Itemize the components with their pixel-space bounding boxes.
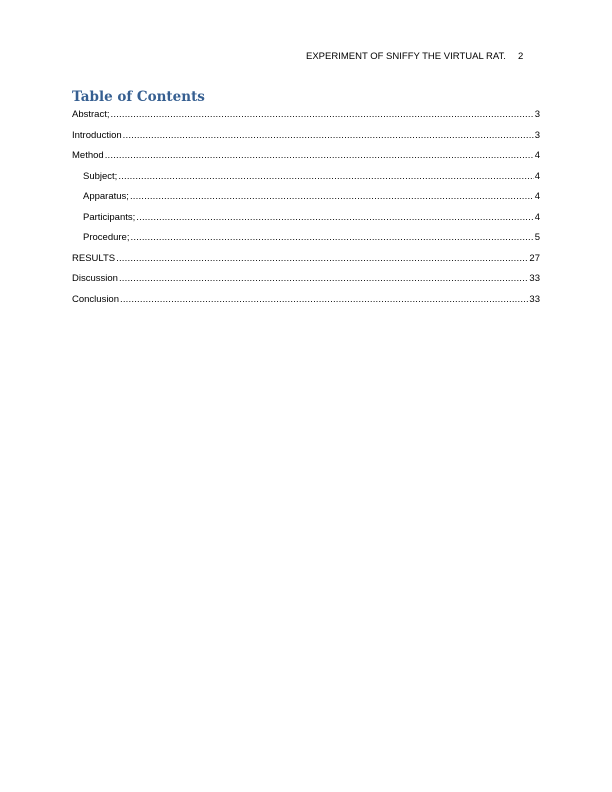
dot-leader [130,190,534,203]
toc-entry-label: Subject; [83,170,118,182]
toc-entry-label: Apparatus; [83,191,129,202]
dot-leader [120,293,528,306]
toc-entry-subject[interactable] [72,170,540,191]
toc-entry-page: 3 [534,129,540,141]
dot-leader [123,129,534,142]
toc-entry-abstract[interactable] [72,108,540,129]
toc-entry-discussion[interactable] [72,272,540,293]
running-head [72,50,540,64]
toc-entry-apparatus[interactable] [72,190,540,211]
toc-entry-page: 3 [534,109,540,120]
toc-entry-label: Introduction [72,129,122,141]
toc-heading: Table of Contents [72,89,205,105]
toc-entry-label: Procedure; [83,232,130,243]
toc-entry-method[interactable] [72,149,540,170]
toc-entry-page: 4 [534,211,540,223]
toc-entry-introduction[interactable] [72,129,540,150]
toc-entry-participants[interactable] [72,211,540,232]
dot-leader [136,211,533,224]
toc-entry-label: Participants; [83,211,136,223]
toc-entry-page: 5 [534,232,540,243]
dot-leader [105,149,534,162]
running-head-title: EXPERIMENT OF SNIFFY THE VIRTUAL RAT. [306,51,506,62]
dot-leader [130,231,533,244]
toc-entry-page: 4 [534,191,540,202]
toc-entry-label: Conclusion [72,293,119,305]
toc-entry-conclusion[interactable] [72,293,540,314]
toc-entry-procedure[interactable] [72,231,540,252]
toc-entry-label: RESULTS [72,252,116,264]
toc-entry-results[interactable] [72,252,540,273]
table-of-contents [72,108,540,313]
toc-entry-page: 4 [534,170,540,182]
dot-leader [119,272,528,285]
toc-entry-page: 33 [529,273,540,284]
toc-entry-label: Method [72,150,104,161]
toc-entry-label: Abstract; [72,109,110,120]
dot-leader [118,170,533,183]
dot-leader [116,252,528,265]
dot-leader [111,108,534,121]
toc-entry-page: 33 [529,293,540,305]
toc-entry-label: Discussion [72,273,118,284]
toc-entry-page: 4 [534,150,540,161]
page-number: 2 [518,51,524,62]
toc-entry-page: 27 [529,252,540,264]
